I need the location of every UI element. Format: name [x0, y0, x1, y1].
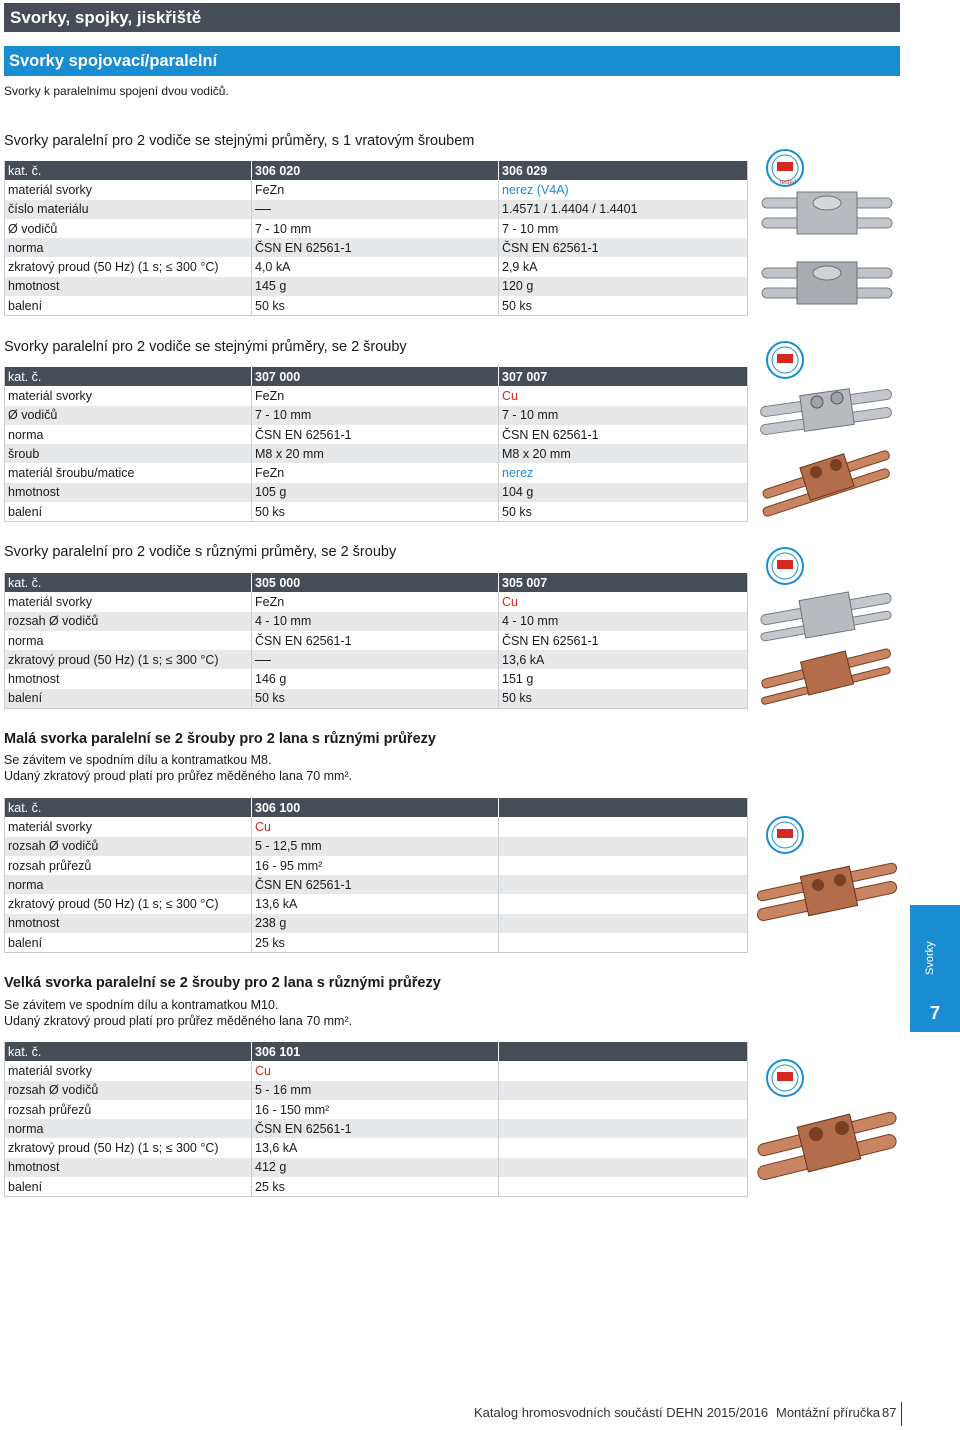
clamp-307-007-icon: [762, 450, 890, 517]
header-label: kat. č.: [5, 798, 252, 817]
intro-text: Svorky k paralelnímu spojení dvou vodičů.: [4, 84, 229, 98]
table-row: [5, 1138, 748, 1157]
table-row: [5, 180, 748, 199]
row-value: ČSN EN 62561-1: [252, 425, 499, 444]
row-value: 2,9 kA: [499, 257, 748, 276]
row-value: 151 g: [499, 669, 748, 688]
row-label: Ø vodičů: [5, 406, 252, 425]
row-label: balení: [8, 504, 43, 519]
table-row: [5, 219, 748, 238]
table-row: [5, 1081, 748, 1100]
row-value: 7 - 10 mm: [252, 219, 499, 238]
row-value: ČSN EN 62561-1: [252, 1119, 499, 1138]
table-header-row: [5, 367, 748, 386]
row-label: materiál svorky: [8, 1063, 93, 1078]
table-row: [5, 856, 748, 875]
row-label: zkratový proud (50 Hz) (1 s; ≤ 300 °C): [8, 260, 219, 275]
tested-badge-icon: [767, 817, 803, 853]
catalog-number: 306 020: [252, 161, 499, 180]
table-row: [5, 483, 748, 502]
row-value: ČSN EN 62561-1: [252, 875, 499, 894]
row-value: [499, 894, 748, 913]
catalog-number: 306 100: [252, 798, 499, 817]
chapter-tab-label: Svorky: [924, 941, 936, 975]
row-value: ČSN EN 62561-1: [499, 425, 748, 444]
row-value: [252, 650, 499, 669]
table-row: [5, 1158, 748, 1177]
table-row: [5, 238, 748, 257]
row-value: 4 - 10 mm: [252, 612, 499, 631]
row-label: hmotnost: [8, 672, 60, 687]
row-label: materiál šroubu/matice: [8, 466, 135, 481]
section-note: Se závitem ve spodním dílu a kontramatkou M10.: [4, 998, 279, 1012]
tested-badge-icon: [767, 548, 803, 584]
table-row: [5, 1177, 748, 1197]
page-number: 87: [882, 1405, 897, 1420]
row-label: hmotnost: [5, 277, 252, 296]
clamp-306-029-icon: [762, 262, 892, 304]
row-value: 104 g: [499, 483, 748, 502]
row-value: nerez (V4A): [499, 180, 748, 199]
section-heading: Svorky paralelní pro 2 vodiče s různými průměry, se 2 šrouby: [4, 544, 397, 560]
product-image-306-101: [752, 1058, 902, 1183]
catalog-number: 306 029: [499, 161, 748, 180]
catalog-number: [499, 1042, 748, 1061]
table-header-row: [5, 161, 748, 180]
row-value: 146 g: [252, 669, 499, 688]
row-label: materiál svorky: [8, 819, 93, 834]
table-row: [5, 914, 748, 933]
row-value: 5 - 16 mm: [252, 1081, 499, 1100]
row-label: rozsah Ø vodičů: [5, 612, 252, 631]
section-heading: Svorky paralelní pro 2 vodiče se stejnými průměry, se 2 šrouby: [4, 339, 407, 355]
row-value: 50 ks: [499, 502, 748, 522]
table-row: [5, 631, 748, 650]
row-value: Cu: [252, 817, 499, 836]
row-value: ČSN EN 62561-1: [252, 238, 499, 257]
row-label: materiál svorky: [8, 594, 93, 609]
row-label: balení: [5, 689, 252, 709]
row-label: hmotnost: [5, 483, 252, 502]
row-label: zkratový proud (50 Hz) (1 s; ≤ 300 °C): [8, 897, 219, 912]
product-image-306-100: [752, 815, 902, 925]
table-row: [5, 650, 748, 669]
table-row: [5, 463, 748, 482]
row-value: 238 g: [252, 914, 499, 933]
row-value: 50 ks: [499, 689, 748, 709]
row-label: norma: [5, 238, 252, 257]
row-value: [499, 1158, 748, 1177]
header-label: kat. č.: [5, 367, 252, 386]
table-row: [5, 592, 748, 611]
row-label: číslo materiálu: [5, 200, 252, 219]
row-value: Cu: [499, 592, 748, 611]
row-value: 25 ks: [252, 933, 499, 953]
tested-badge-icon: [767, 150, 803, 186]
row-value: 145 g: [252, 277, 499, 296]
row-value: 4,0 kA: [252, 257, 499, 276]
row-value: Cu: [499, 386, 748, 405]
not-applicable-dash: [255, 660, 271, 661]
row-value: [499, 933, 748, 953]
row-value: 16 - 150 mm²: [252, 1100, 499, 1119]
chapter-tab[interactable]: [910, 905, 960, 1032]
table-row: [5, 933, 748, 953]
spec-table: [4, 573, 748, 709]
row-value: [499, 856, 748, 875]
footer-divider: [901, 1402, 902, 1426]
catalog-number: 307 000: [252, 367, 499, 386]
table-row: [5, 296, 748, 316]
header-label: kat. č.: [5, 573, 252, 592]
table-row: [5, 669, 748, 688]
row-value: ČSN EN 62561-1: [499, 631, 748, 650]
not-applicable-dash: [255, 209, 271, 210]
row-label: norma: [8, 633, 44, 648]
table-row: [5, 386, 748, 405]
footer-manual: Montážní příručka: [776, 1405, 881, 1420]
row-label: balení: [8, 298, 43, 313]
clamp-305-007-icon: [761, 648, 891, 705]
row-value: FeZn: [252, 386, 499, 405]
table-row: [5, 406, 748, 425]
row-value: FeZn: [252, 592, 499, 611]
row-value: [499, 1081, 748, 1100]
section-heading: Velká svorka paralelní se 2 šrouby pro 2 lana s různými průřezy: [4, 975, 441, 991]
row-value: M8 x 20 mm: [499, 444, 748, 463]
row-value: 105 g: [252, 483, 499, 502]
tested-badge-icon: [767, 342, 803, 378]
row-value: [252, 200, 499, 219]
table-row: [5, 425, 748, 444]
row-value: FeZn: [252, 463, 499, 482]
row-value: FeZn: [252, 180, 499, 199]
row-label: hmotnost: [5, 1158, 252, 1177]
row-label: materiál svorky: [8, 388, 93, 403]
table-row: [5, 875, 748, 894]
table-header-row: [5, 1042, 748, 1061]
row-value: 25 ks: [252, 1177, 499, 1197]
row-value: 7 - 10 mm: [499, 406, 748, 425]
table-row: [5, 612, 748, 631]
row-value: 50 ks: [252, 296, 499, 316]
table-row: [5, 444, 748, 463]
catalog-number: 307 007: [499, 367, 748, 386]
table-row: [5, 1100, 748, 1119]
row-value: 50 ks: [499, 296, 748, 316]
row-value: 13,6 kA: [499, 650, 748, 669]
product-image-305: [752, 546, 902, 716]
row-label: norma: [5, 875, 252, 894]
row-value: [499, 837, 748, 856]
row-label: materiál svorky: [8, 182, 93, 197]
clamp-305-000-icon: [760, 592, 892, 641]
row-value: [499, 1100, 748, 1119]
row-value: 50 ks: [252, 502, 499, 522]
table-row: [5, 200, 748, 219]
catalog-number: 306 101: [252, 1042, 499, 1061]
row-value: M8 x 20 mm: [252, 444, 499, 463]
catalog-number: 305 000: [252, 573, 499, 592]
clamp-306-020-icon: [762, 192, 892, 234]
row-label: rozsah Ø vodičů: [5, 1081, 252, 1100]
row-label: balení: [8, 935, 43, 950]
table-row: [5, 277, 748, 296]
row-value: 16 - 95 mm²: [252, 856, 499, 875]
row-value: [499, 1138, 748, 1157]
row-value: 5 - 12,5 mm: [252, 837, 499, 856]
row-value: 1.4571 / 1.4404 / 1.4401: [499, 200, 748, 219]
row-label: hmotnost: [5, 914, 252, 933]
section-note: Se závitem ve spodním dílu a kontramatkou M8.: [4, 753, 272, 767]
row-value: 13,6 kA: [252, 1138, 499, 1157]
row-label: rozsah průřezů: [8, 1102, 92, 1117]
row-value: 412 g: [252, 1158, 499, 1177]
header-label: kat. č.: [5, 161, 252, 180]
row-value: [499, 817, 748, 836]
row-label: norma: [5, 1119, 252, 1138]
product-image-307: [752, 340, 902, 525]
row-label: balení: [8, 1179, 43, 1194]
clamp-307-000-icon: [760, 389, 892, 435]
product-image-306: [752, 148, 902, 323]
table-row: [5, 1119, 748, 1138]
table-row: [5, 257, 748, 276]
table-row: [5, 817, 748, 836]
table-row: [5, 894, 748, 913]
row-value: Cu: [252, 1061, 499, 1080]
section-heading: Malá svorka paralelní se 2 šrouby pro 2 lana s různými průřezy: [4, 731, 436, 747]
row-value: [499, 875, 748, 894]
row-value: [499, 1119, 748, 1138]
spec-table: [4, 1042, 748, 1197]
row-value: 50 ks: [252, 689, 499, 709]
row-value: 13,6 kA: [252, 894, 499, 913]
header-label: kat. č.: [5, 1042, 252, 1061]
spec-table: [4, 161, 748, 316]
page-title: Svorky, spojky, jiskřiště: [4, 3, 900, 32]
clamp-306-100-icon: [756, 862, 897, 921]
chapter-tab-number: 7: [929, 1003, 940, 1023]
table-row: [5, 502, 748, 522]
footer-catalog: Katalog hromosvodních součástí DEHN 2015/2016: [474, 1405, 769, 1420]
row-value: ČSN EN 62561-1: [499, 238, 748, 257]
table-row: [5, 1061, 748, 1080]
row-value: 4 - 10 mm: [499, 612, 748, 631]
row-value: [499, 1061, 748, 1080]
section-heading: Svorky paralelní pro 2 vodiče se stejnými průměry, s 1 vratovým šroubem: [4, 133, 475, 149]
row-label: zkratový proud (50 Hz) (1 s; ≤ 300 °C): [5, 650, 252, 669]
clamp-306-101-icon: [756, 1111, 897, 1181]
table-header-row: [5, 798, 748, 817]
row-label: Ø vodičů: [8, 221, 58, 236]
table-header-row: [5, 573, 748, 592]
spec-table: [4, 798, 748, 953]
section-title: Svorky spojovací/paralelní: [4, 46, 900, 76]
catalog-number: [499, 798, 748, 817]
row-label: norma: [8, 427, 44, 442]
catalog-number: 305 007: [499, 573, 748, 592]
section-note: Udaný zkratový proud platí pro průřez měděného lana 70 mm².: [4, 769, 353, 783]
tested-badge-icon: [767, 1060, 803, 1096]
row-value: 7 - 10 mm: [499, 219, 748, 238]
row-label: rozsah Ø vodičů: [5, 837, 252, 856]
svg-text:tested: tested: [780, 180, 797, 186]
table-row: [5, 837, 748, 856]
section-note: Udaný zkratový proud platí pro průřez měděného lana 70 mm².: [4, 1014, 353, 1028]
row-value: [499, 1177, 748, 1197]
spec-table: [4, 367, 748, 522]
row-label: zkratový proud (50 Hz) (1 s; ≤ 300 °C): [8, 1141, 219, 1156]
row-label: rozsah průřezů: [8, 858, 92, 873]
row-value: 7 - 10 mm: [252, 406, 499, 425]
row-value: 120 g: [499, 277, 748, 296]
table-row: [5, 689, 748, 709]
row-label: šroub: [5, 444, 252, 463]
row-value: ČSN EN 62561-1: [252, 631, 499, 650]
row-value: [499, 914, 748, 933]
row-value: nerez: [499, 463, 748, 482]
